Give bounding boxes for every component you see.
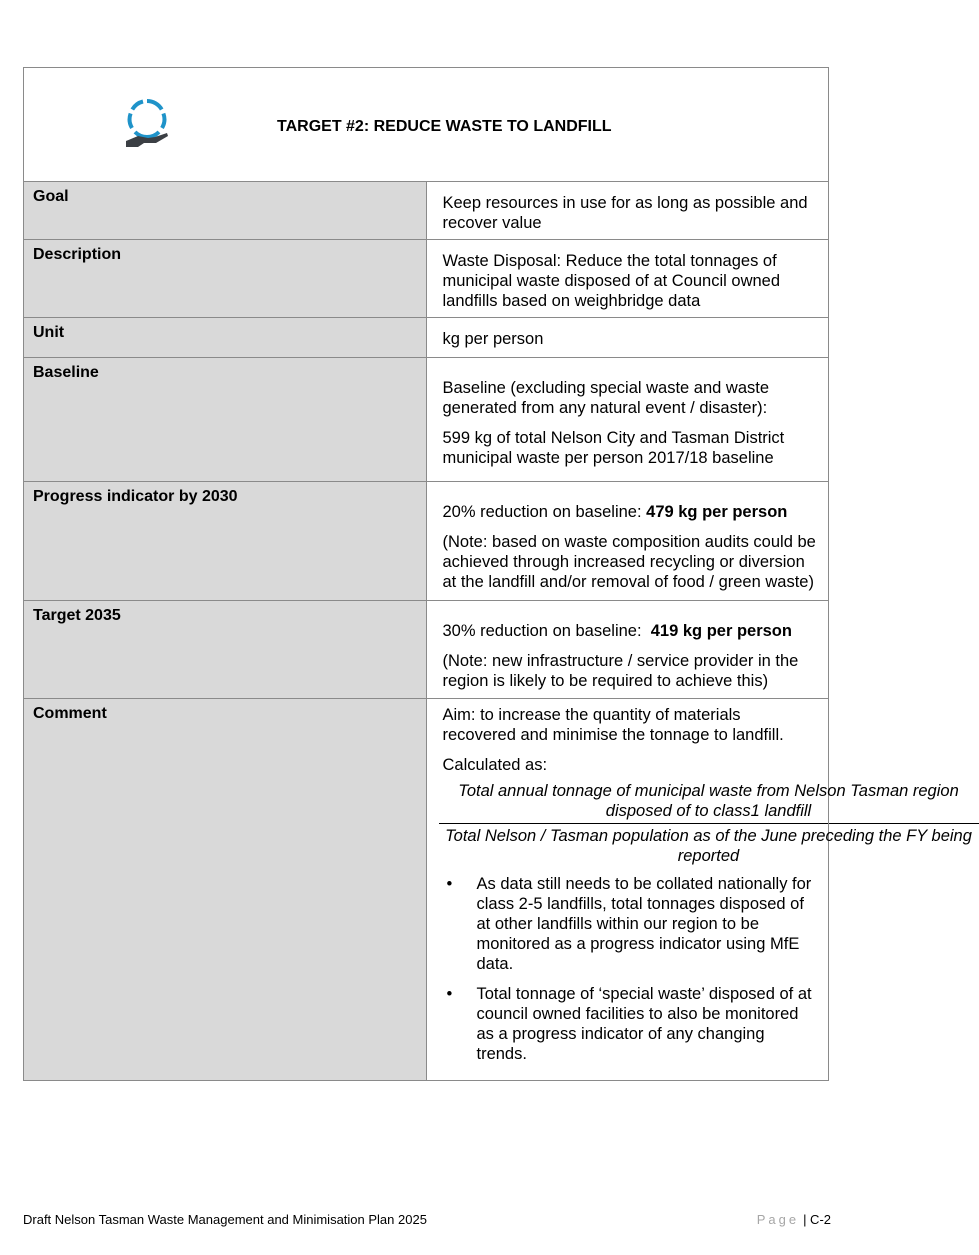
table-row-target [24, 601, 829, 699]
list-item [443, 874, 819, 974]
target-note: (Note: new infrastructure / service provider in the region is likely to be required to achieve this) [442, 652, 799, 690]
formula [439, 781, 979, 866]
progress-value: 479 kg per person [646, 503, 788, 521]
row-label: Target 2035 [24, 601, 427, 699]
bullet-icon: • [446, 875, 453, 893]
progress-lead: 20% reduction on baseline: [442, 503, 647, 521]
row-label: Comment [24, 699, 427, 1081]
row-content [426, 240, 829, 318]
target-line [443, 621, 819, 641]
list-item [443, 984, 819, 1064]
row-content [426, 699, 972, 1081]
page-title: TARGET #2: REDUCE WASTE TO LANDFILL [277, 118, 612, 135]
bullet-text: Total tonnage of ‘special waste’ disposed of at council owned facilities to also be monitored as a progress indicator of any changing trends. [476, 985, 812, 1063]
comment-aim: Aim: to increase the quantity of materials recovered and minimise the tonnage to landfill. [442, 706, 784, 744]
comment-calc-label: Calculated as: [442, 756, 548, 774]
formula-numerator: Total annual tonnage of municipal waste from Nelson Tasman region disposed of to class1 landfill [439, 781, 979, 824]
row-label: Goal [24, 182, 427, 240]
footer-document-title: Draft Nelson Tasman Waste Management and Minimisation Plan 2025 [23, 1212, 427, 1227]
row-content [426, 318, 829, 358]
description-text: Waste Disposal: Reduce the total tonnages of municipal waste disposed of at Council owned landfills based on weighbridge data [442, 252, 781, 310]
table-row-unit [24, 318, 829, 358]
target-table [23, 67, 972, 1081]
table-row-baseline [24, 358, 829, 482]
row-label: Progress indicator by 2030 [24, 482, 427, 601]
row-content [426, 601, 829, 699]
table-row-comment [24, 699, 829, 1081]
progress-note: (Note: based on waste composition audits could be achieved through increased recycling or diversion at the landfill and/or removal of food / green waste) [442, 533, 816, 591]
row-label: Description [24, 240, 427, 318]
bullet-text: As data still needs to be collated nationally for class 2-5 landfills, total tonnages disposed of at other landfills within our region to be monitored as a progress indicator using MfE data. [476, 875, 812, 973]
progress-line [443, 502, 819, 522]
row-label: Unit [24, 318, 427, 358]
target-value: 419 kg per person [650, 622, 792, 640]
table-header [24, 68, 829, 182]
goal-text: Keep resources in use for as long as possible and recover value [442, 194, 808, 232]
footer-page [757, 1212, 831, 1227]
page-number: | C-2 [803, 1212, 831, 1227]
row-label: Baseline [24, 358, 427, 482]
bullet-icon: • [446, 985, 453, 1003]
baseline-value: 599 kg of total Nelson City and Tasman District municipal waste per person 2017/18 baseline [442, 429, 785, 467]
table-row-goal [24, 182, 829, 240]
table-row-progress [24, 482, 829, 601]
baseline-definition: Baseline (excluding special waste and waste generated from any natural event / disaster): [442, 379, 770, 417]
row-content [426, 482, 829, 601]
formula-denominator: Total Nelson / Tasman population as of the June preceding the FY being reported [445, 827, 972, 865]
row-content [426, 182, 829, 240]
target-lead: 30% reduction on baseline: [442, 622, 651, 640]
row-content [426, 358, 829, 482]
unit-text: kg per person [442, 330, 544, 348]
hand-holding-circle-icon [124, 98, 170, 152]
comment-bullet-list [443, 874, 819, 1064]
table-row-description [24, 240, 829, 318]
page-word: Page [756, 1212, 800, 1227]
